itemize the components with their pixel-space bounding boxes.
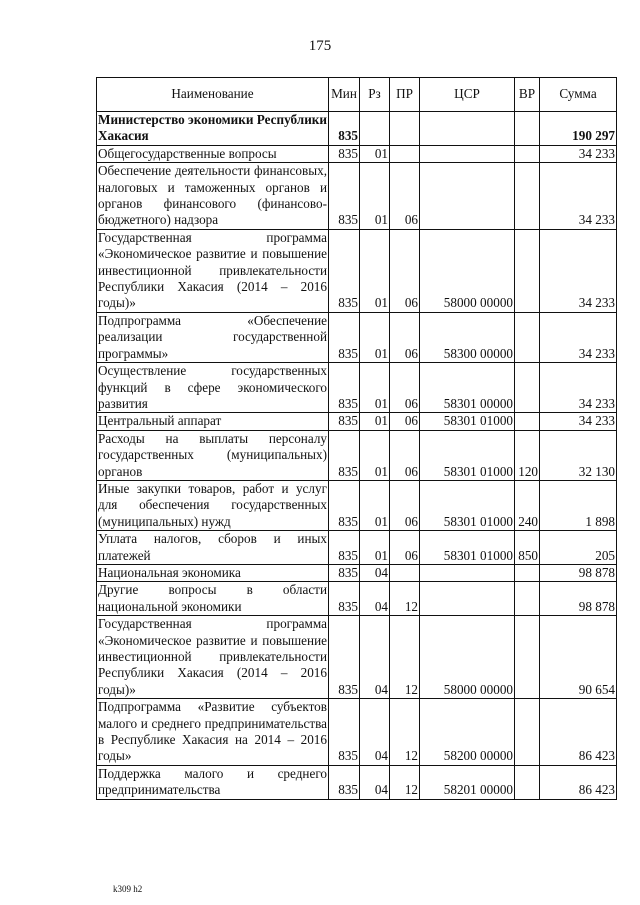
row-min: 835 xyxy=(329,582,360,616)
row-rz: 01 xyxy=(360,430,390,480)
row-sum: 205 xyxy=(540,531,617,565)
row-sum: 98 878 xyxy=(540,564,617,581)
row-sum: 90 654 xyxy=(540,616,617,699)
row-name: Министерство экономики Республики Хакасия xyxy=(98,112,327,144)
row-csr xyxy=(420,145,515,162)
row-vr xyxy=(515,616,540,699)
table-row xyxy=(97,430,617,480)
row-csr xyxy=(420,112,515,146)
row-vr xyxy=(515,229,540,312)
row-rz: 01 xyxy=(360,413,390,430)
row-sum: 86 423 xyxy=(540,765,617,799)
row-sum: 34 233 xyxy=(540,413,617,430)
table-row xyxy=(97,163,617,230)
footer-stamp: k309 h2 xyxy=(113,884,143,894)
row-rz: 04 xyxy=(360,616,390,699)
row-name: Осуществление государственных функций в сфере экономического развития xyxy=(98,363,327,411)
row-rz: 01 xyxy=(360,163,390,230)
row-vr xyxy=(515,112,540,146)
row-name: Другие вопросы в области национальной экономики xyxy=(98,582,327,614)
row-vr: 120 xyxy=(515,430,540,480)
table-row xyxy=(97,480,617,530)
row-name: Центральный аппарат xyxy=(97,413,329,430)
row-pr: 12 xyxy=(390,582,420,616)
row-pr: 06 xyxy=(390,229,420,312)
header-pr: ПР xyxy=(390,78,420,112)
row-sum: 32 130 xyxy=(540,430,617,480)
row-csr: 58000 00000 xyxy=(420,229,515,312)
row-min: 835 xyxy=(329,480,360,530)
row-pr: 12 xyxy=(390,699,420,766)
row-csr: 58301 01000 xyxy=(420,413,515,430)
header-min: Мин xyxy=(329,78,360,112)
row-vr: 240 xyxy=(515,480,540,530)
row-pr: 06 xyxy=(390,163,420,230)
row-csr: 58301 00000 xyxy=(420,363,515,413)
row-name: Поддержка малого и среднего предпринимательства xyxy=(98,765,327,798)
row-pr: 06 xyxy=(390,413,420,430)
row-csr xyxy=(420,582,515,616)
row-name: Государственная программа «Экономическое развитие и повышение инвестиционной привлекательности Республики Хакасия (2014 – 2016 годы)» xyxy=(98,616,327,697)
page-number: 175 xyxy=(308,38,332,54)
row-rz: 01 xyxy=(360,363,390,413)
row-name: Национальная экономика xyxy=(97,564,329,581)
row-min: 835 xyxy=(329,413,360,430)
row-pr: 12 xyxy=(390,616,420,699)
row-min: 835 xyxy=(329,765,360,799)
table-row xyxy=(97,145,617,162)
row-sum: 34 233 xyxy=(540,145,617,162)
row-sum: 34 233 xyxy=(540,312,617,362)
row-pr: 06 xyxy=(390,312,420,362)
row-rz: 04 xyxy=(360,699,390,766)
row-vr: 850 xyxy=(515,531,540,565)
table-row xyxy=(97,363,617,413)
row-name: Расходы на выплаты персоналу государственных (муниципальных) органов xyxy=(98,430,327,479)
row-rz: 01 xyxy=(360,531,390,565)
table-row xyxy=(97,616,617,699)
row-pr: 06 xyxy=(390,480,420,530)
row-csr: 58200 00000 xyxy=(420,699,515,766)
row-csr: 58301 01000 xyxy=(420,531,515,565)
row-vr xyxy=(515,163,540,230)
row-sum: 34 233 xyxy=(540,363,617,413)
row-rz: 04 xyxy=(360,564,390,581)
row-name: Государственная программа «Экономическое развитие и повышение инвестиционной привлекательности Республики Хакасия (2014 – 2016 годы)» xyxy=(98,229,327,311)
row-csr xyxy=(420,564,515,581)
table-header-row xyxy=(97,78,617,112)
row-csr: 58301 01000 xyxy=(420,480,515,530)
row-csr: 58201 00000 xyxy=(420,765,515,799)
row-vr xyxy=(515,145,540,162)
table-row xyxy=(97,312,617,362)
header-rz: Рз xyxy=(360,78,390,112)
row-pr: 12 xyxy=(390,765,420,799)
table-row xyxy=(97,229,617,312)
row-name: Подпрограмма «Обеспечение реализации государственной программы» xyxy=(98,312,327,361)
row-min: 835 xyxy=(329,112,360,146)
row-rz: 01 xyxy=(360,229,390,312)
budget-table xyxy=(96,77,617,800)
table-row xyxy=(97,582,617,616)
row-vr xyxy=(515,765,540,799)
row-vr xyxy=(515,312,540,362)
row-pr xyxy=(390,145,420,162)
row-min: 835 xyxy=(329,229,360,312)
row-pr: 06 xyxy=(390,430,420,480)
row-min: 835 xyxy=(329,699,360,766)
row-csr: 58000 00000 xyxy=(420,616,515,699)
row-csr: 58300 00000 xyxy=(420,312,515,362)
row-sum: 98 878 xyxy=(540,582,617,616)
row-pr: 06 xyxy=(390,363,420,413)
row-rz: 04 xyxy=(360,765,390,799)
row-rz: 01 xyxy=(360,312,390,362)
row-min: 835 xyxy=(329,312,360,362)
row-min: 835 xyxy=(329,363,360,413)
row-rz: 01 xyxy=(360,145,390,162)
header-vr: ВР xyxy=(515,78,540,112)
row-name: Иные закупки товаров, работ и услуг для обеспечения государственных (муниципальных) нужд xyxy=(98,480,327,529)
row-pr xyxy=(390,564,420,581)
row-name: Обеспечение деятельности финансовых, налоговых и таможенных органов и органов финансового (финансово-бюджетного) надзора xyxy=(98,163,327,228)
row-vr xyxy=(515,564,540,581)
row-vr xyxy=(515,582,540,616)
row-sum: 34 233 xyxy=(540,229,617,312)
row-rz: 04 xyxy=(360,582,390,616)
table-row xyxy=(97,413,617,430)
table-row xyxy=(97,531,617,565)
row-vr xyxy=(515,363,540,413)
row-name: Подпрограмма «Развитие субъектов малого и среднего предпринимательства в Республике Хакасия на 2014 – 2016 годы» xyxy=(98,699,327,764)
header-sum: Сумма xyxy=(540,78,617,112)
row-min: 835 xyxy=(329,163,360,230)
row-min: 835 xyxy=(329,564,360,581)
table-row xyxy=(97,765,617,799)
row-csr: 58301 01000 xyxy=(420,430,515,480)
row-sum: 190 297 xyxy=(540,112,617,146)
header-csr: ЦСР xyxy=(420,78,515,112)
row-vr xyxy=(515,413,540,430)
table-body xyxy=(97,112,617,800)
row-name: Общегосударственные вопросы xyxy=(97,145,329,162)
table-row xyxy=(97,699,617,766)
row-min: 835 xyxy=(329,145,360,162)
row-rz: 01 xyxy=(360,480,390,530)
row-vr xyxy=(515,699,540,766)
table-row xyxy=(97,112,617,146)
row-min: 835 xyxy=(329,531,360,565)
row-min: 835 xyxy=(329,616,360,699)
row-rz xyxy=(360,112,390,146)
row-sum: 86 423 xyxy=(540,699,617,766)
row-pr: 06 xyxy=(390,531,420,565)
row-name: Уплата налогов, сборов и иных платежей xyxy=(98,531,327,563)
row-csr xyxy=(420,163,515,230)
table-row xyxy=(97,564,617,581)
row-pr xyxy=(390,112,420,146)
header-name: Наименование xyxy=(97,78,329,112)
row-min: 835 xyxy=(329,430,360,480)
row-sum: 1 898 xyxy=(540,480,617,530)
row-sum: 34 233 xyxy=(540,163,617,230)
